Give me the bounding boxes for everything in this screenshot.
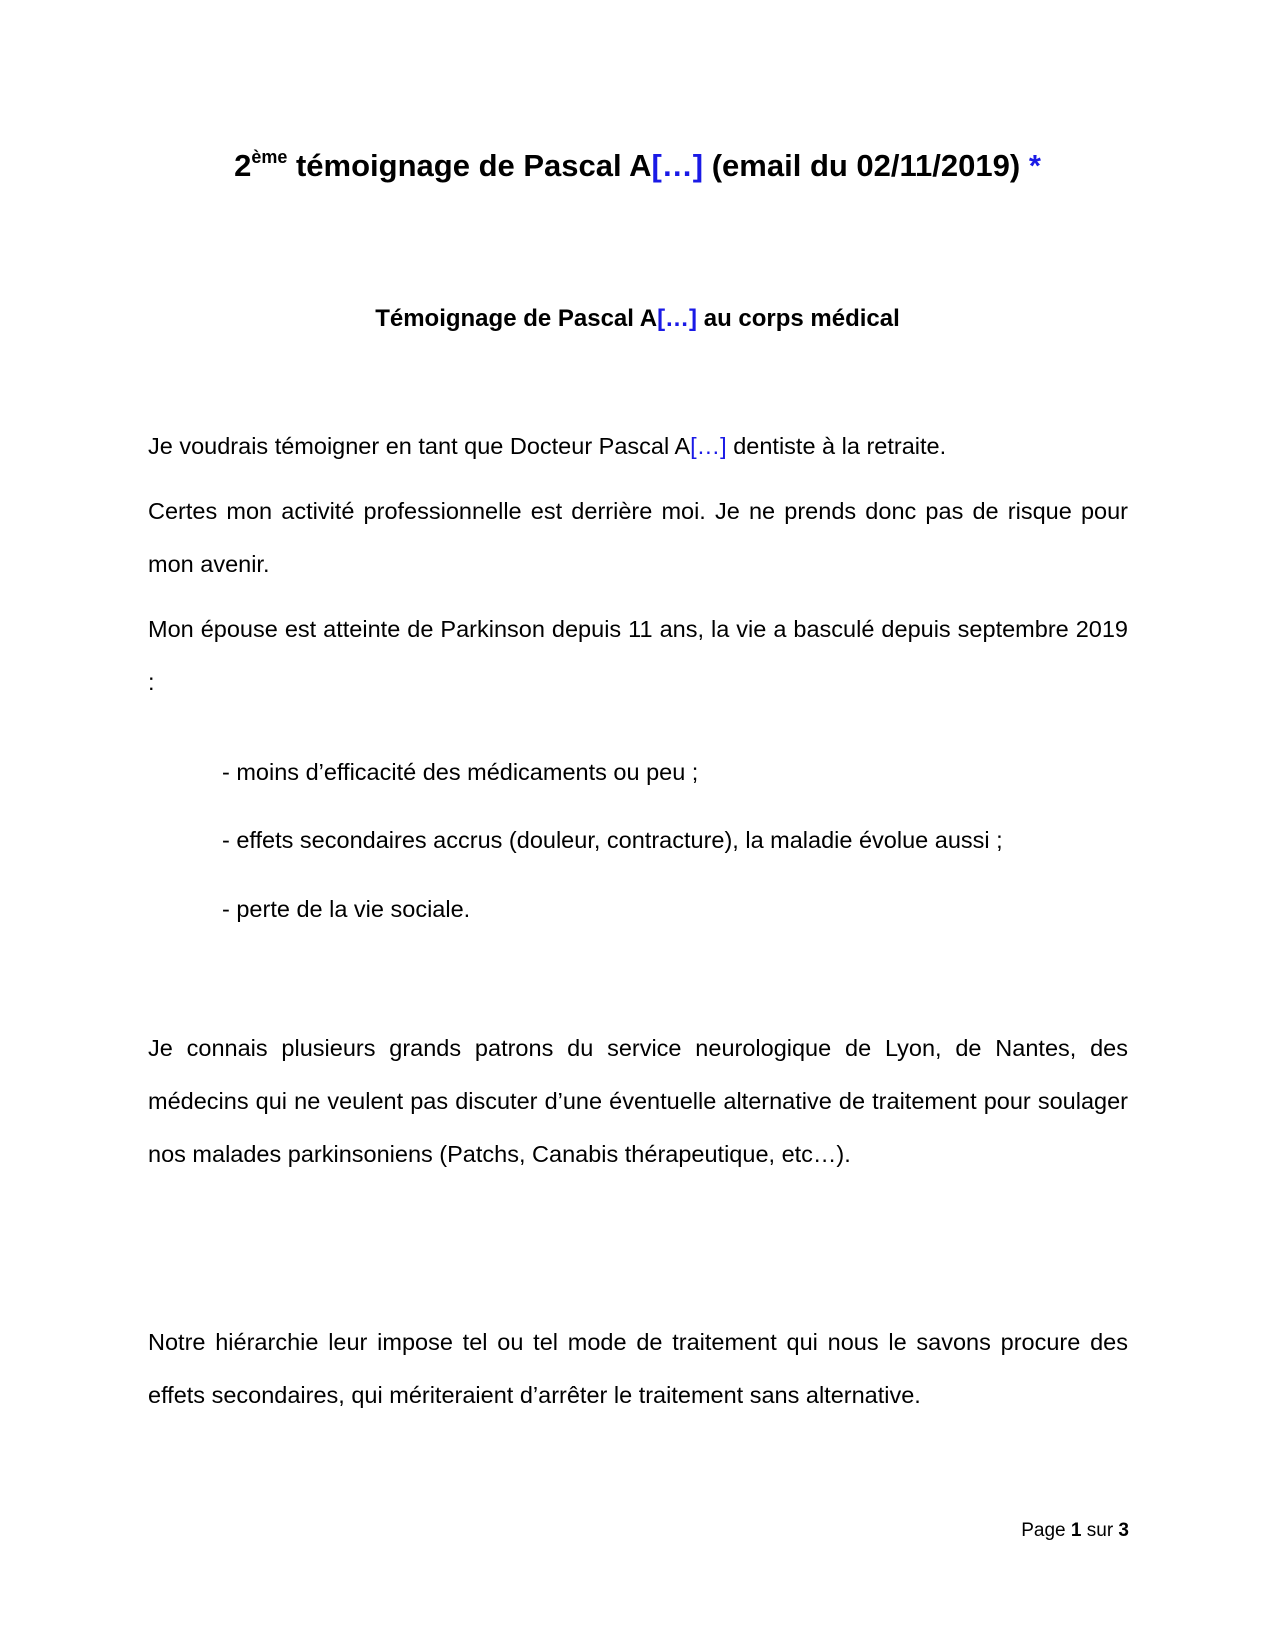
title-suffix: (email du 02/11/2019)	[703, 148, 1029, 183]
page-number-separator: sur	[1081, 1520, 1119, 1541]
paragraph-intro-redaction: […]	[690, 433, 727, 459]
title-prefix: 2	[234, 148, 252, 183]
list-item: - perte de la vie sociale.	[222, 896, 471, 922]
paragraph-intro-suffix: dentiste à la retraite.	[726, 433, 947, 459]
subtitle-redaction: […]	[657, 305, 698, 332]
document-subtitle	[0, 303, 1275, 335]
document-title	[0, 146, 1275, 190]
paragraph-intro-prefix: Je voudrais témoigner en tant que Docteur Pascal A	[148, 433, 691, 459]
page-number-total: 3	[1118, 1520, 1129, 1541]
paragraph-doctors: Je connais plusieurs grands patrons du service neurologique de Lyon, de Nantes, des médecins qui ne veulent pas discuter d’une éventuelle alternative de traitement pour soulager nos malades parkinsoniens (Patchs, Canabis thérapeutique, etc…).	[148, 1035, 1128, 1167]
title-superscript: ème	[251, 147, 288, 167]
paragraph-career: Certes mon activité professionnelle est derrière moi. Je ne prends donc pas de risque pour mon avenir.	[148, 498, 1128, 577]
page-number	[1021, 1518, 1129, 1544]
title-asterisk: *	[1028, 148, 1041, 183]
paragraph-hierarchy: Notre hiérarchie leur impose tel ou tel mode de traitement qui nous le savons procure des effets secondaires, qui mériteraient d’arrêter le traitement sans alternative.	[148, 1329, 1128, 1408]
page-number-label: Page	[1021, 1520, 1071, 1541]
paragraph-wife: Mon épouse est atteinte de Parkinson depuis 11 ans, la vie a basculé depuis septembre 2019 :	[148, 616, 1128, 695]
title-redaction: […]	[651, 148, 704, 183]
title-middle: témoignage de Pascal A	[287, 148, 652, 183]
subtitle-prefix: Témoignage de Pascal A	[375, 305, 658, 332]
paragraph-intro	[148, 420, 1128, 473]
subtitle-suffix: au corps médical	[697, 305, 900, 332]
list-item: - moins d’efficacité des médicaments ou peu ;	[222, 759, 699, 785]
page-number-current: 1	[1070, 1520, 1082, 1541]
list-item: - effets secondaires accrus (douleur, contracture), la maladie évolue aussi ;	[222, 827, 1003, 853]
